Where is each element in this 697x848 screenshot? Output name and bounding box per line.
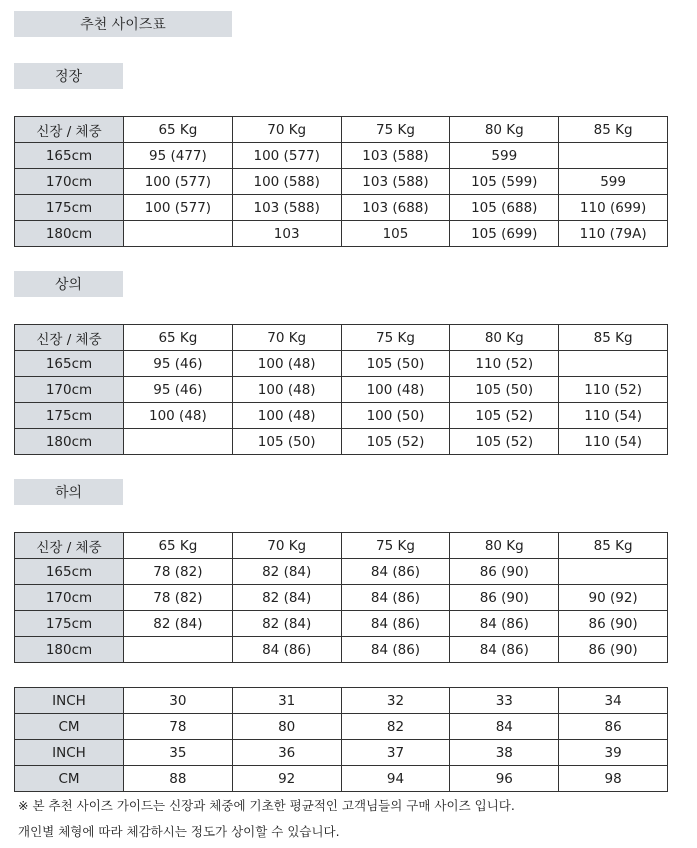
table-row [15,766,668,792]
size-cell: 105 [341,221,450,247]
header-cell: 70 Kg [232,533,341,559]
table-row [15,611,668,637]
size-cell: 84 (86) [450,637,559,663]
size-guide-note: ※ 본 추천 사이즈 가이드는 신장과 체중에 기초한 평균적인 고객님들의 구매 사이즈 입니다. [18,798,515,813]
height-cell: 170cm [15,169,124,195]
section-label-top: 상의 [14,271,123,297]
header-cell: 70 Kg [232,117,341,143]
header-cell: 65 Kg [124,117,233,143]
size-cell: 82 (84) [232,611,341,637]
header-cell: 80 Kg [450,533,559,559]
size-cell: 100 (577) [124,169,233,195]
height-cell: 175cm [15,403,124,429]
value-cell: 38 [450,740,559,766]
height-cell: 170cm [15,585,124,611]
header-cell: 85 Kg [559,533,668,559]
height-cell: 180cm [15,221,124,247]
size-cell [124,637,233,663]
height-cell: 180cm [15,637,124,663]
size-cell: 105 (52) [450,429,559,455]
table-row [15,351,668,377]
header-cell: 65 Kg [124,325,233,351]
size-cell: 103 (588) [232,195,341,221]
size-cell: 82 (84) [232,585,341,611]
value-cell: 96 [450,766,559,792]
value-cell: 37 [341,740,450,766]
size-cell: 100 (588) [232,169,341,195]
size-cell: 103 (588) [341,143,450,169]
value-cell: 98 [559,766,668,792]
value-cell: 94 [341,766,450,792]
value-cell: 33 [450,688,559,714]
height-cell: 165cm [15,351,124,377]
size-cell: 103 (588) [341,169,450,195]
size-cell: 100 (48) [232,403,341,429]
size-cell: 84 (86) [341,637,450,663]
table-row [15,195,668,221]
size-cell: 100 (48) [124,403,233,429]
size-cell: 105 (52) [341,429,450,455]
table-row [15,714,668,740]
unit-cell: INCH [15,688,124,714]
size-cell: 100 (48) [341,377,450,403]
header-cell: 신장 / 체중 [15,533,124,559]
size-cell [559,351,668,377]
table-row [15,559,668,585]
header-cell: 85 Kg [559,325,668,351]
header-cell: 신장 / 체중 [15,117,124,143]
size-cell: 110 (52) [559,377,668,403]
unit-cell: CM [15,766,124,792]
value-cell: 35 [124,740,233,766]
value-cell: 82 [341,714,450,740]
size-cell [124,221,233,247]
size-cell: 78 (82) [124,559,233,585]
size-cell: 95 (46) [124,377,233,403]
size-cell: 599 [559,169,668,195]
value-cell: 39 [559,740,668,766]
size-cell: 86 (90) [450,585,559,611]
height-cell: 175cm [15,195,124,221]
header-cell: 75 Kg [341,533,450,559]
table-row [15,637,668,663]
table-row [15,169,668,195]
size-cell: 105 (699) [450,221,559,247]
size-cell: 105 (50) [450,377,559,403]
body-type-note: 개인별 체형에 따라 체감하시는 정도가 상이할 수 있습니다. [18,824,340,839]
header-cell: 신장 / 체중 [15,325,124,351]
size-table-bottom [14,532,668,663]
unit-cell: CM [15,714,124,740]
header-cell: 75 Kg [341,325,450,351]
size-cell: 82 (84) [232,559,341,585]
size-cell: 105 (50) [232,429,341,455]
table-row [15,429,668,455]
size-cell: 86 (90) [450,559,559,585]
height-cell: 170cm [15,377,124,403]
size-cell: 84 (86) [341,559,450,585]
table-row [15,403,668,429]
table-header-row [15,533,668,559]
value-cell: 31 [232,688,341,714]
size-cell: 110 (699) [559,195,668,221]
table-row [15,585,668,611]
value-cell: 84 [450,714,559,740]
page-title: 추천 사이즈표 [14,11,232,37]
size-cell: 86 (90) [559,637,668,663]
size-cell: 100 (50) [341,403,450,429]
header-cell: 75 Kg [341,117,450,143]
size-cell: 78 (82) [124,585,233,611]
size-cell: 599 [450,143,559,169]
size-cell: 103 (688) [341,195,450,221]
size-cell [124,429,233,455]
size-table-top [14,324,668,455]
table-header-row [15,325,668,351]
section-label-suit: 정장 [14,63,123,89]
size-cell: 95 (46) [124,351,233,377]
height-cell: 165cm [15,143,124,169]
inch-cm-conversion-table [14,687,668,792]
header-cell: 70 Kg [232,325,341,351]
table-row [15,688,668,714]
size-cell: 84 (86) [341,585,450,611]
size-cell: 110 (52) [450,351,559,377]
size-cell: 95 (477) [124,143,233,169]
table-row [15,740,668,766]
value-cell: 32 [341,688,450,714]
section-label-bottom: 하의 [14,479,123,505]
size-cell: 105 (599) [450,169,559,195]
height-cell: 175cm [15,611,124,637]
height-cell: 180cm [15,429,124,455]
value-cell: 78 [124,714,233,740]
value-cell: 80 [232,714,341,740]
size-cell [559,143,668,169]
size-cell: 82 (84) [124,611,233,637]
value-cell: 34 [559,688,668,714]
value-cell: 86 [559,714,668,740]
value-cell: 36 [232,740,341,766]
size-cell: 105 (50) [341,351,450,377]
value-cell: 88 [124,766,233,792]
size-cell: 86 (90) [559,611,668,637]
table-row [15,377,668,403]
size-table-suit [14,116,668,247]
size-cell: 110 (54) [559,429,668,455]
size-cell: 100 (577) [124,195,233,221]
height-cell: 165cm [15,559,124,585]
value-cell: 92 [232,766,341,792]
size-cell: 100 (48) [232,377,341,403]
size-cell: 84 (86) [341,611,450,637]
size-cell: 105 (688) [450,195,559,221]
unit-cell: INCH [15,740,124,766]
size-cell: 110 (79A) [559,221,668,247]
size-cell: 90 (92) [559,585,668,611]
value-cell: 30 [124,688,233,714]
table-header-row [15,117,668,143]
header-cell: 80 Kg [450,325,559,351]
size-cell [559,559,668,585]
size-cell: 105 (52) [450,403,559,429]
table-row [15,143,668,169]
size-cell: 100 (48) [232,351,341,377]
size-cell: 84 (86) [232,637,341,663]
table-row [15,221,668,247]
size-cell: 84 (86) [450,611,559,637]
header-cell: 80 Kg [450,117,559,143]
size-cell: 103 [232,221,341,247]
header-cell: 65 Kg [124,533,233,559]
size-cell: 100 (577) [232,143,341,169]
size-cell: 110 (54) [559,403,668,429]
header-cell: 85 Kg [559,117,668,143]
